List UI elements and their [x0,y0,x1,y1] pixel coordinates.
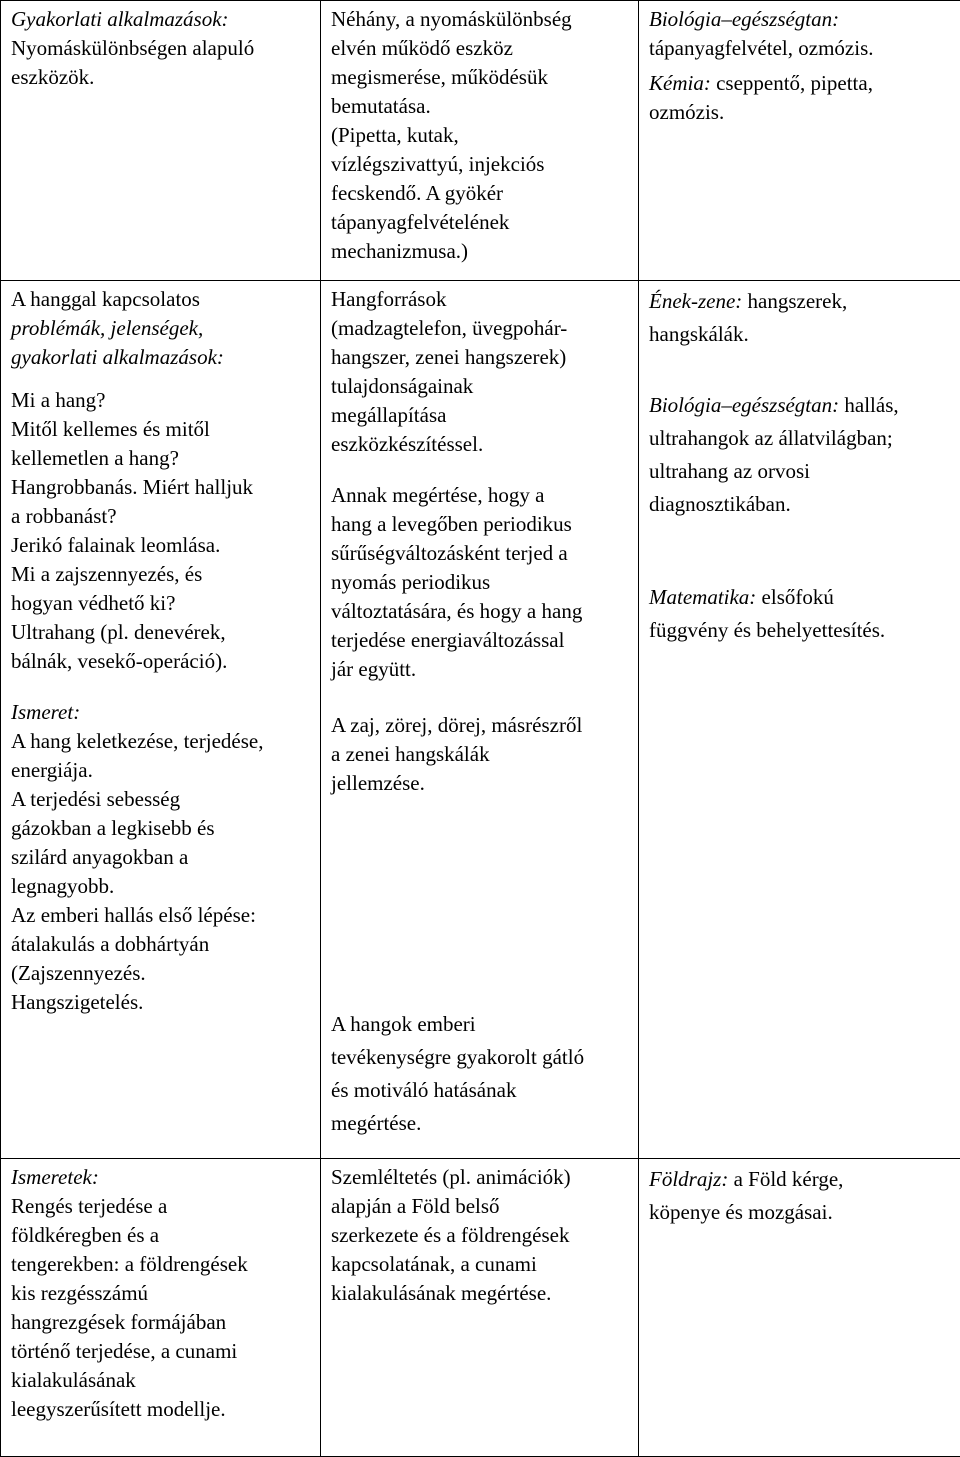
text-line: ultrahang az orvosi [649,455,950,488]
table-row [1,1159,960,1457]
link-text: elsőfokú [756,585,834,609]
activities-cell [321,281,639,1159]
problems-cell [1,1,321,281]
question-line: Mi a hang? [11,386,310,415]
text-line: fecskendő. A gyökér [331,179,628,208]
link-block [649,389,950,521]
text-line: szerkezete és a földrengések [331,1221,628,1250]
text-line [649,285,950,318]
subject-label: Ének-zene: [649,289,742,313]
text-line: Rengés terjedése a [11,1192,310,1221]
text-line: jár együtt. [331,655,628,684]
text-line: A hang keletkezése, terjedése, [11,727,310,756]
link-text: cseppentő, pipetta, [711,71,873,95]
activities-cell [321,1,639,281]
subject-label: Földrajz: [649,1167,728,1191]
text-line: hangrezgések formájában [11,1308,310,1337]
table-row [1,1,960,281]
text-line: köpenye és mozgásai. [649,1196,950,1229]
problems-cell [1,1159,321,1457]
cell-heading: Ismeret: [11,698,310,727]
link-block [649,285,950,351]
text-line: A hanggal kapcsolatos [11,285,310,314]
text-line: kialakulásának megértése. [331,1279,628,1308]
text-line: elvén működő eszköz [331,34,628,63]
text-line: A terjedési sebesség [11,785,310,814]
text-line: szilárd anyagokban a [11,843,310,872]
text-line: diagnosztikában. [649,488,950,521]
activity-block [331,711,628,798]
text-line [649,389,950,422]
text-line: tulajdonságainak [331,372,628,401]
text-line: (Zajszennyezés. [11,959,310,988]
text-line: ultrahangok az állatvilágban; [649,422,950,455]
text-line: bemutatása. [331,92,628,121]
text-line: A zaj, zörej, dörej, másrészről [331,711,628,740]
link-block [649,1163,950,1229]
text-line: megismerése, működésük [331,63,628,92]
text-line: tápanyagfelvételének [331,208,628,237]
links-cell [639,1,960,281]
text-line: a zenei hangskálák [331,740,628,769]
text-line: (Pipetta, kutak, [331,121,628,150]
text-line: gázokban a legkisebb és [11,814,310,843]
text-line [649,1163,950,1196]
subject-label: Biológia–egészségtan: [649,393,839,417]
text-line: megállapítása [331,401,628,430]
text-line: sűrűségváltozásként terjed a [331,539,628,568]
link-block [649,581,950,647]
links-cell [639,1159,960,1457]
text-line: (madzagtelefon, üvegpohár- [331,314,628,343]
text-line: megértése. [331,1107,628,1140]
text-line: kapcsolatának, a cunami [331,1250,628,1279]
question-line: Hangrobbanás. Miért halljuk [11,473,310,502]
text-line: eszközkészítéssel. [331,430,628,459]
link-text: a Föld kérge, [728,1167,843,1191]
question-line: bálnák, vesekő-operáció). [11,647,310,676]
text-line: jellemzése. [331,769,628,798]
text-line: kialakulásának [11,1366,310,1395]
text-line: terjedése energiaváltozással [331,626,628,655]
activity-block [331,285,628,459]
activity-block [331,481,628,684]
subject-label: Biológia–egészségtan: [649,5,950,34]
text-line: alapján a Föld belső [331,1192,628,1221]
question-line: Mi a zajszennyezés, és [11,560,310,589]
problems-cell [1,281,321,1159]
text-line: Annak megértése, hogy a [331,481,628,510]
question-line: kellemetlen a hang? [11,444,310,473]
text-line: átalakulás a dobhártyán [11,930,310,959]
text-line: tápanyagfelvétel, ozmózis. [649,34,950,63]
activities-cell [321,1159,639,1457]
question-line: hogyan védhető ki? [11,589,310,618]
question-line: Jerikó falainak leomlása. [11,531,310,560]
question-line: Ultrahang (pl. denevérek, [11,618,310,647]
link-text: hallás, [839,393,898,417]
text-line: történő terjedése, a cunami [11,1337,310,1366]
table-row [1,281,960,1159]
text-line: függvény és behelyettesítés. [649,614,950,647]
text-line: Néhány, a nyomáskülönbség [331,5,628,34]
text-line: hang a levegőben periodikus [331,510,628,539]
text-line [649,69,950,98]
text-line: vízlégszivattyú, injekciós [331,150,628,179]
text-line: Hangszigetelés. [11,988,310,1017]
text-line: nyomás periodikus [331,568,628,597]
links-cell [639,281,960,1159]
cell-heading: Ismeretek: [11,1163,310,1192]
text-line: leegyszerűsített modellje. [11,1395,310,1424]
text-line: változtatására, és hogy a hang [331,597,628,626]
text-line: tevékenységre gyakorolt gátló [331,1041,628,1074]
text-line: problémák, jelenségek, [11,314,310,343]
text-line: Hangforrások [331,285,628,314]
text-line: gyakorlati alkalmazások: [11,343,310,372]
question-line: Mitől kellemes és mitől [11,415,310,444]
text-line: hangszer, zenei hangszerek) [331,343,628,372]
text-line: Nyomáskülönbségen alapuló [11,34,310,63]
text-line: energiája. [11,756,310,785]
text-line: ozmózis. [649,98,950,127]
text-line: legnagyobb. [11,872,310,901]
text-line: és motiváló hatásának [331,1074,628,1107]
text-line: tengerekben: a földrengések [11,1250,310,1279]
text-line: A hangok emberi [331,1008,628,1041]
activity-block [331,1008,628,1140]
question-line: a robbanást? [11,502,310,531]
text-line: eszközök. [11,63,310,92]
text-line: Az emberi hallás első lépése: [11,901,310,930]
text-line: mechanizmusa.) [331,237,628,266]
cell-heading: Gyakorlati alkalmazások: [11,5,310,34]
subject-label: Kémia: [649,71,711,95]
link-text: hangszerek, [742,289,847,313]
text-line: kis rezgésszámú [11,1279,310,1308]
text-line: Szemléltetés (pl. animációk) [331,1163,628,1192]
subject-label: Matematika: [649,585,756,609]
text-line: földkéregben és a [11,1221,310,1250]
text-line: hangskálák. [649,318,950,351]
text-line [649,581,950,614]
